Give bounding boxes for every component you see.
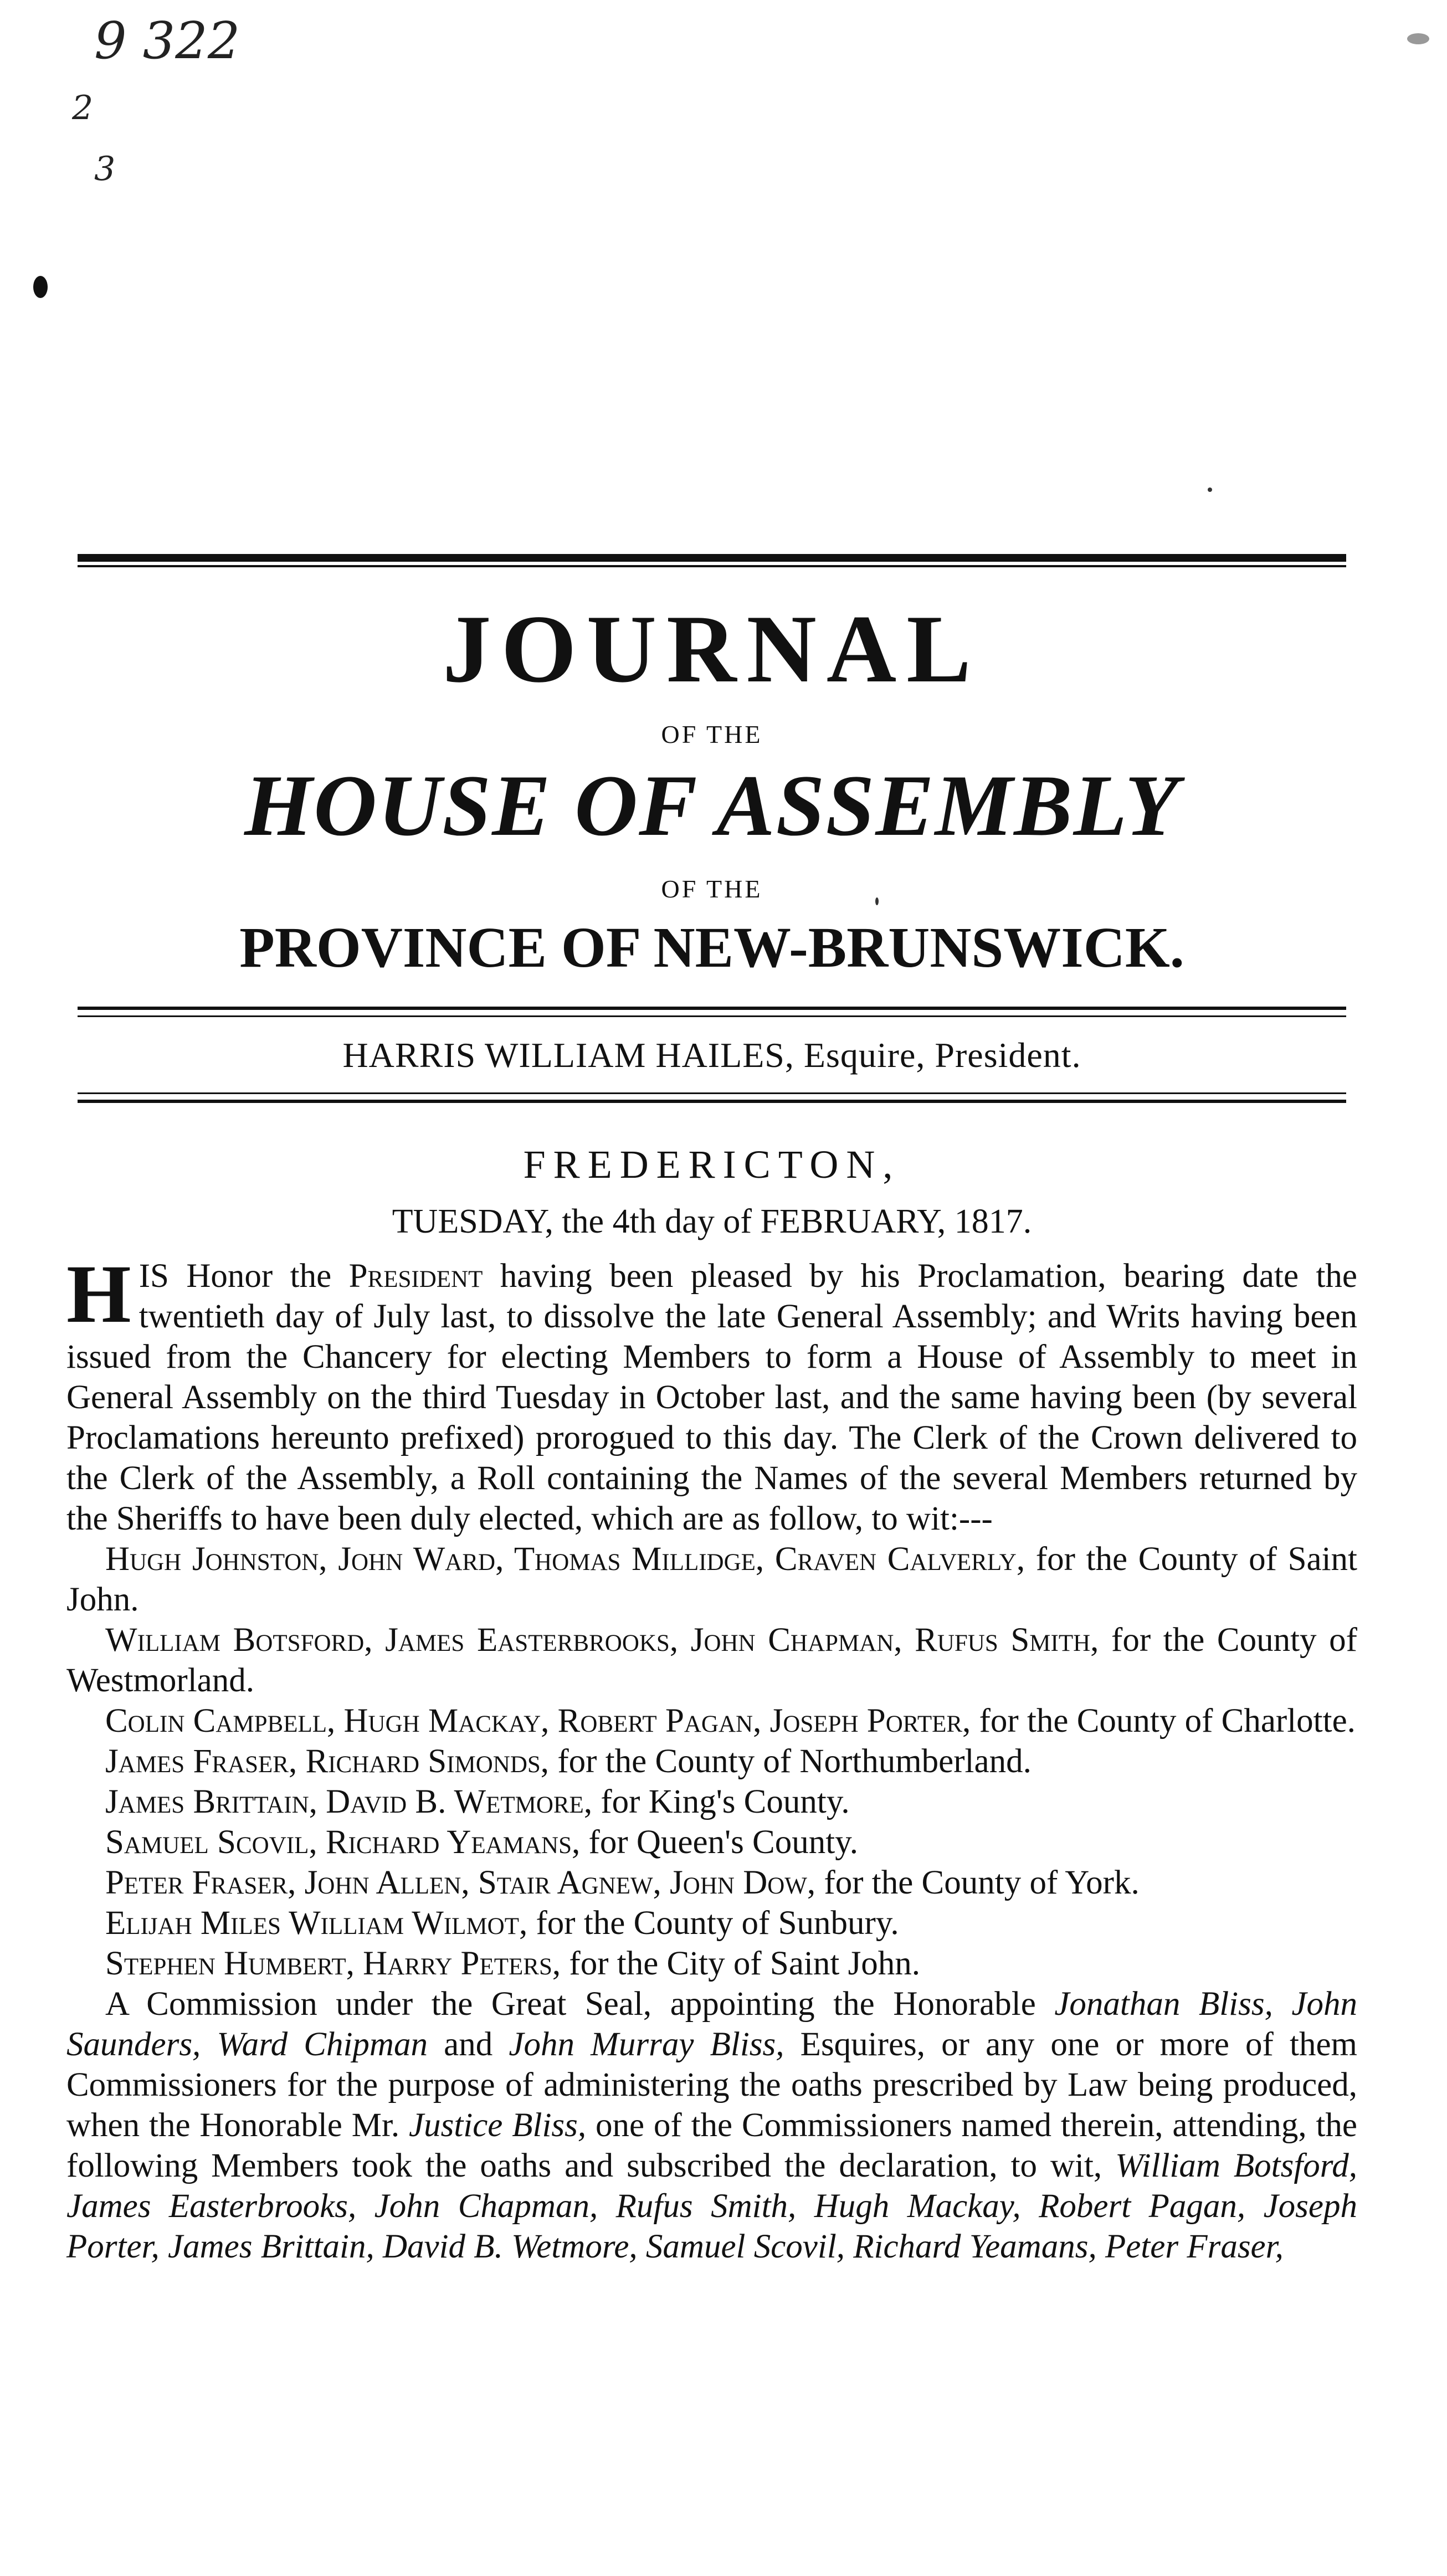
of-the-1: OF THE (661, 720, 763, 748)
margin-note-catalog: 9 322 (94, 11, 240, 70)
top-rule (78, 554, 1346, 562)
member-entry: Colin Campbell, Hugh Mackay, Robert Pagan, Joseph Porter, for the County of Charlotte. (105, 1702, 1356, 1739)
commission-paragraph: A Commission under the Great Seal, appointing the Honorable Jonathan Bliss, John Saunders, Ward Chipman and John Murray Bliss, Esquires, or any one or more of them Commissioners for the purpose of administering the oaths prescribed by Law being produced, when the Honorable Mr. Justice Bliss, one of the Commissioners named therein, attending, the following Members took the oaths and subscribed the declaration, to wit, William Botsford, James Easterbrooks, John Chapman, Rufus Smith, Hugh Mackay, Robert Pagan, Joseph Porter, James Brittain, David B. Wetmore, Samuel Scovil, Richard Yeamans, Peter Fraser, (66, 1985, 1357, 2265)
member-entry: William Botsford, James Easterbrooks, John Chapman, Rufus Smith, for the County of Westmorland. (66, 1621, 1357, 1699)
of-the-2: OF THE (661, 874, 763, 903)
margin-note-3: 3 (94, 150, 116, 188)
speck (1407, 33, 1429, 44)
member-entry: Stephen Humbert, Harry Peters, for the City of Saint John. (105, 1944, 921, 1982)
title-house-of-assembly: HOUSE OF ASSEMBLY (244, 757, 1179, 854)
member-entry: Elijah Miles William Wilmot, for the County of Sunbury. (105, 1904, 899, 1942)
ink-blot (33, 276, 48, 298)
journal-page (66, 554, 1357, 2267)
member-entry: James Brittain, David B. Wetmore, for King's County. (105, 1783, 850, 1820)
journal-body (66, 1248, 1357, 2267)
title-province: PROVINCE OF NEW-BRUNSWICK. (239, 915, 1184, 979)
opening-paragraph (66, 1248, 1357, 1539)
intro-text: IS Honor the (138, 1257, 349, 1295)
member-entry: James Fraser, Richard Simonds, for the County of Northumberland. (105, 1742, 1032, 1780)
drop-cap: H (66, 1248, 131, 1340)
president-word: President (348, 1257, 483, 1295)
intro-text-2: having been pleased by his Proclamation, bearing date the twentieth day of July last, to dissolve the late General Assembly; and Writs having been issued from the Chancery for electing Members to form a House of Assembly to meet in General Assembly on the third Tuesday in October last, and the same having been (by several Proclamations hereunto prefixed) prorogued to this day. The Clerk of the Crown delivered to the Clerk of the Assembly, a Roll containing the Names of the several Members returned by the Sheriffs to have been duly elected, which are as follow, to wit:--- (66, 1257, 1357, 1537)
divider (66, 1007, 1357, 1017)
dateline-date: TUESDAY, the 4th day of FEBRUARY, 1817. (392, 1202, 1032, 1240)
margin-note-2: 2 (72, 89, 94, 127)
top-rule-thin (78, 565, 1346, 567)
title-journal: JOURNAL (443, 595, 981, 702)
member-entry: Hugh Johnston, John Ward, Thomas Millidge, Craven Calverly, for the County of Saint John. (66, 1540, 1357, 1618)
member-entry: Peter Fraser, John Allen, Stair Agnew, John Dow, for the County of York. (105, 1864, 1140, 1901)
president-line: HARRIS WILLIAM HAILES, Esquire, President. (342, 1035, 1081, 1075)
dateline-place: FREDERICTON, (523, 1142, 901, 1187)
divider (66, 1092, 1357, 1103)
speck (1208, 488, 1212, 492)
member-entry: Samuel Scovil, Richard Yeamans, for Queen's County. (105, 1823, 858, 1861)
